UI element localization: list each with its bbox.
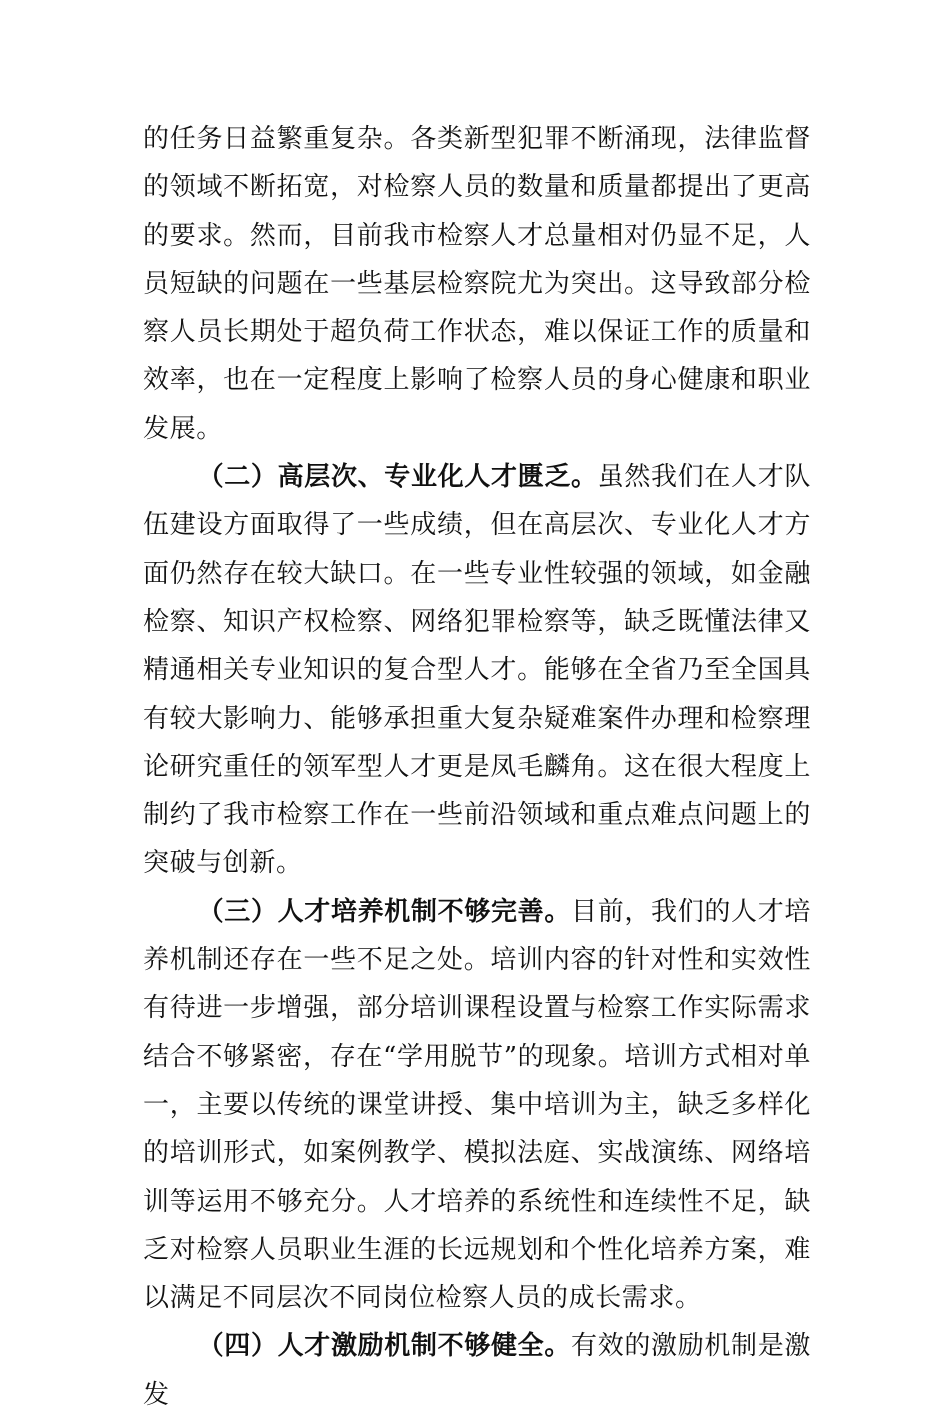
- section-heading: （二）高层次、专业化人才匮乏。: [197, 462, 598, 493]
- paragraph-continuation: [143, 115, 811, 453]
- paragraph-text: 虽然我们在人才队伍建设方面取得了一些成绩，但在高层次、专业化人才方面仍然存在较大缺口。在一些专业性较强的领域，如金融检察、知识产权检察、网络犯罪检察等，缺乏既懂法律又精通相关专业知识的复合型人才。能够在全省乃至全国具有较大影响力、能够承担重大复杂疑难案件办理和检察理论研究重任的领军型人才更是凤毛麟角。这在很大程度上制约了我市检察工作在一些前沿领域和重点难点问题上的突破与创新。: [143, 462, 811, 879]
- paragraph-section-4: [143, 1322, 811, 1419]
- paragraph-text: 有效的激励机制是激发: [143, 1331, 811, 1410]
- paragraph-section-3: [143, 888, 811, 1323]
- section-heading: （三）人才培养机制不够完善。: [197, 896, 572, 927]
- paragraph-section-2: [143, 453, 811, 888]
- document-body: [143, 115, 811, 1419]
- paragraph-text: 的任务日益繁重复杂。各类新型犯罪不断涌现，法律监督的领域不断拓宽，对检察人员的数量和质量都提出了更高的要求。然而，目前我市检察人才总量相对仍显不足，人员短缺的问题在一些基层检察院尤为突出。这导致部分检察人员长期处于超负荷工作状态，难以保证工作的质量和效率，也在一定程度上影响了检察人员的身心健康和职业发展。: [143, 124, 811, 444]
- paragraph-text: 目前，我们的人才培养机制还存在一些不足之处。培训内容的针对性和实效性有待进一步增强，部分培训课程设置与检察工作实际需求结合不够紧密，存在“学用脱节”的现象。培训方式相对单一，主要以传统的课堂讲授、集中培训为主，缺乏多样化的培训形式，如案例教学、模拟法庭、实战演练、网络培训等运用不够充分。人才培养的系统性和连续性不足，缺乏对检察人员职业生涯的长远规划和个性化培养方案，难以满足不同层次不同岗位检察人员的成长需求。: [143, 896, 811, 1314]
- section-heading: （四）人才激励机制不够健全。: [197, 1331, 572, 1362]
